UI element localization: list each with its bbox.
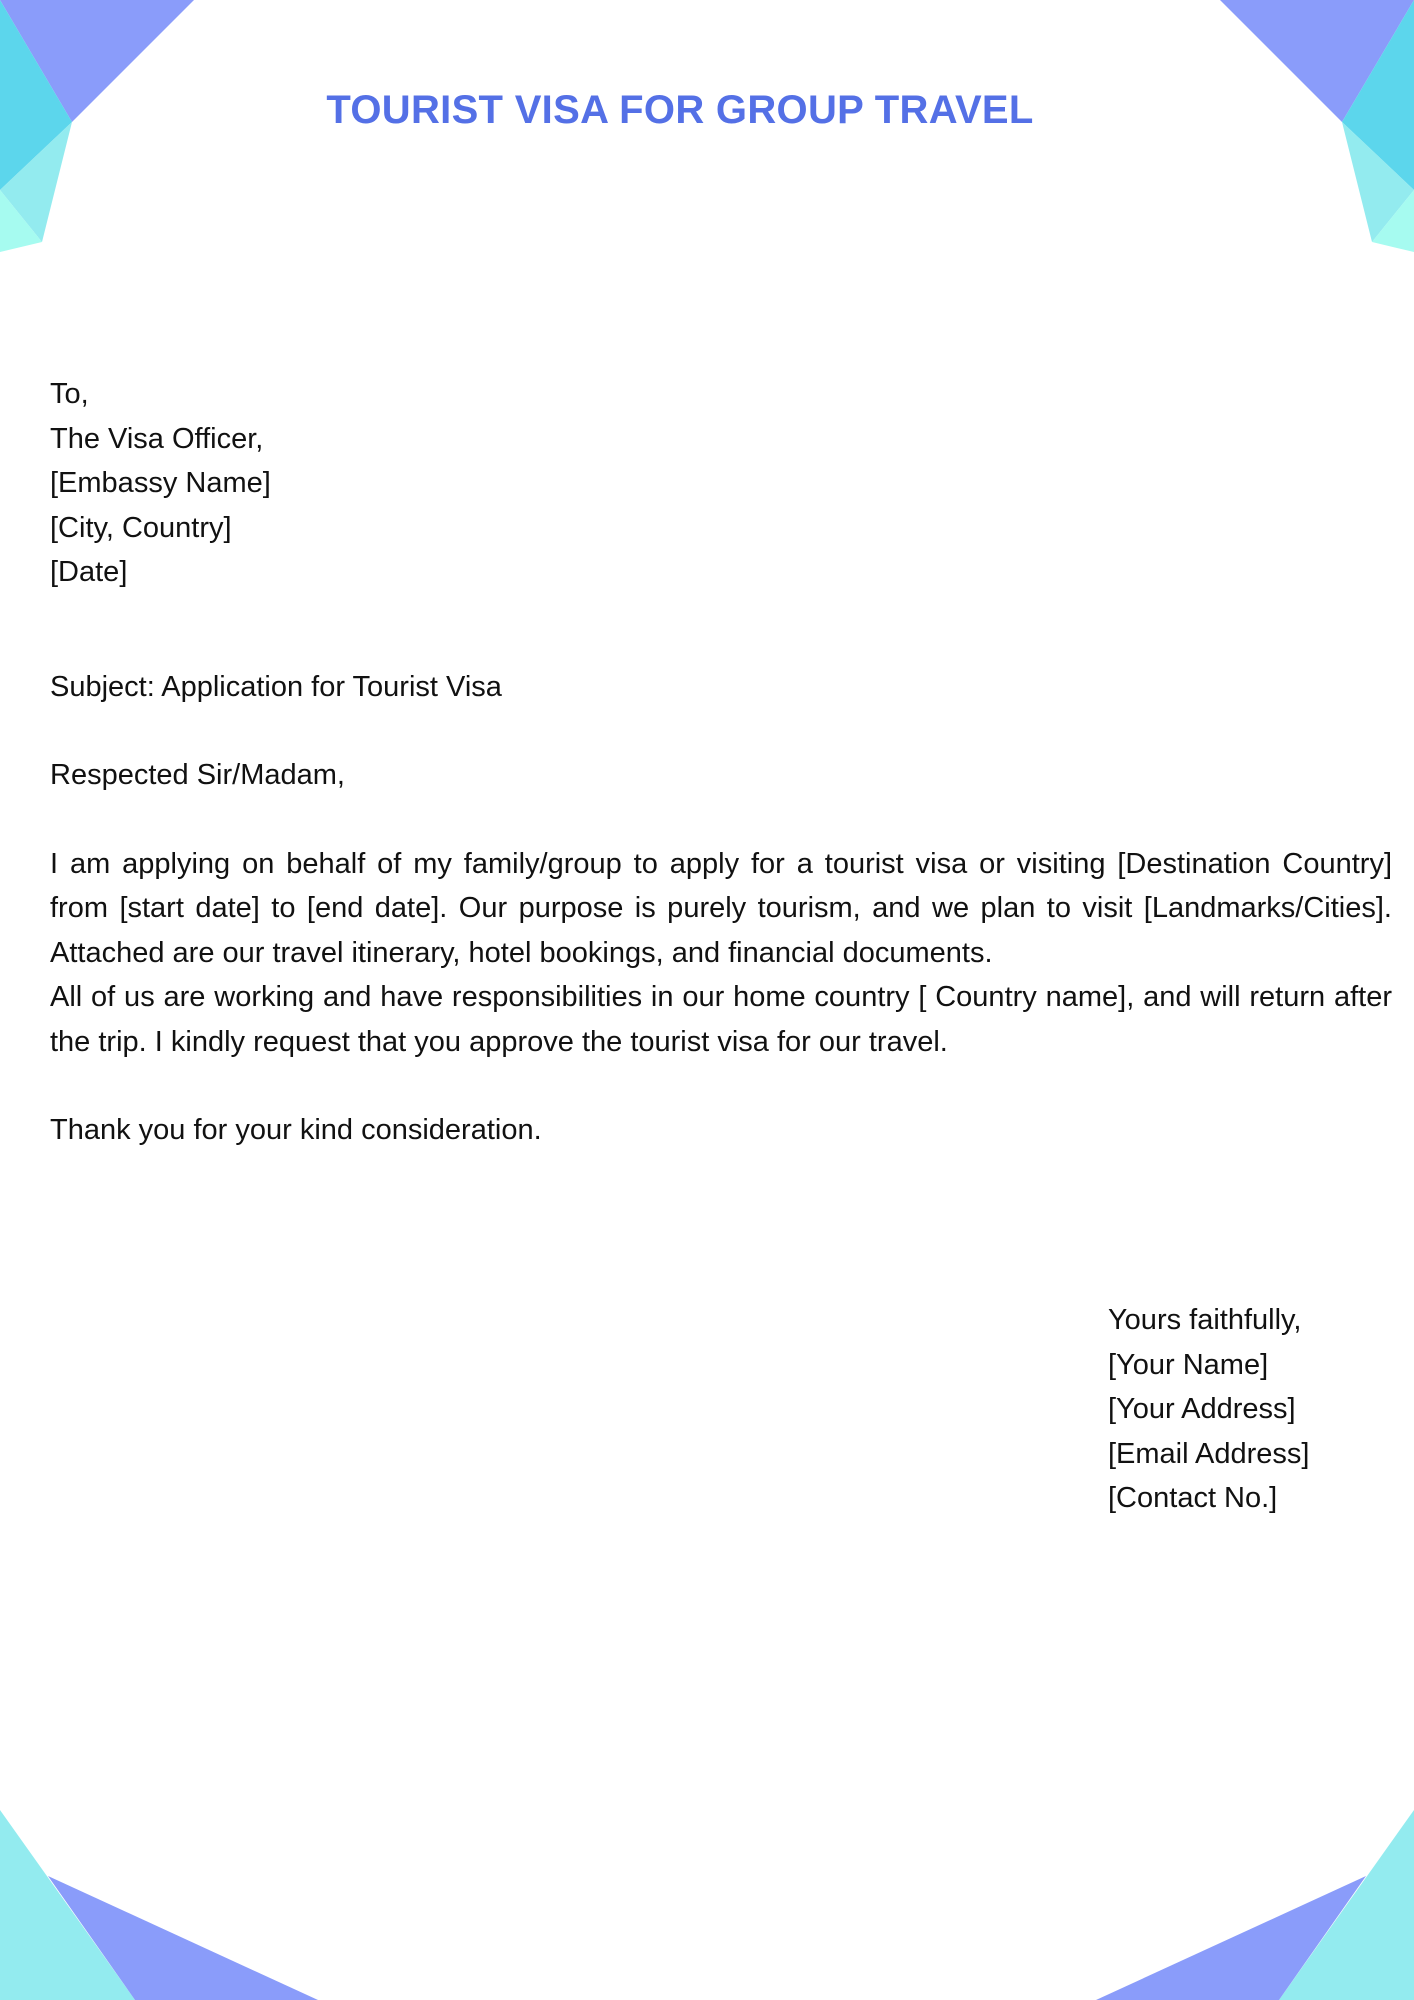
letter-content xyxy=(50,372,1392,1153)
closing-thanks: Thank you for your kind consideration. xyxy=(50,1114,542,1146)
subject-line: Subject: Application for Tourist Visa xyxy=(50,670,502,703)
recipient-block xyxy=(50,372,1392,595)
signature-line: [Email Address] xyxy=(1108,1437,1310,1470)
recipient-line: The Visa Officer, xyxy=(50,422,264,455)
decorative-corner-bottom-right xyxy=(1084,1810,1414,2000)
signature-line: [Your Address] xyxy=(1108,1393,1296,1425)
signature-line: [Your Name] xyxy=(1108,1348,1269,1381)
recipient-line: To, xyxy=(50,378,89,410)
recipient-line: [City, Country] xyxy=(50,511,232,544)
signature-block xyxy=(1108,1298,1309,1521)
signature-line: [Contact No.] xyxy=(1108,1482,1278,1514)
recipient-line: [Date] xyxy=(50,556,128,588)
document-title: TOURIST VISA FOR GROUP TRAVEL xyxy=(326,88,1034,132)
salutation: Respected Sir/Madam, xyxy=(50,759,345,791)
letter-body xyxy=(50,842,1392,1065)
signature-line: Yours faithfully, xyxy=(1108,1304,1302,1336)
body-paragraph: I am applying on behalf of my family/group to apply for a tourist visa or visiting [Destination Country] from [start date] to [end date]. Our purpose is purely tourism, and we plan to visit [Landmarks/Cities]. Attached are our travel itinerary, hotel bookings, and financial documents. xyxy=(50,847,1392,969)
body-paragraph: All of us are working and have responsibilities in our home country [ Country name], and will return after the trip. I kindly request that you approve the tourist visa for our travel. xyxy=(50,981,1392,1058)
decorative-corner-bottom-left xyxy=(0,1810,330,2000)
recipient-line: [Embassy Name] xyxy=(50,467,271,499)
